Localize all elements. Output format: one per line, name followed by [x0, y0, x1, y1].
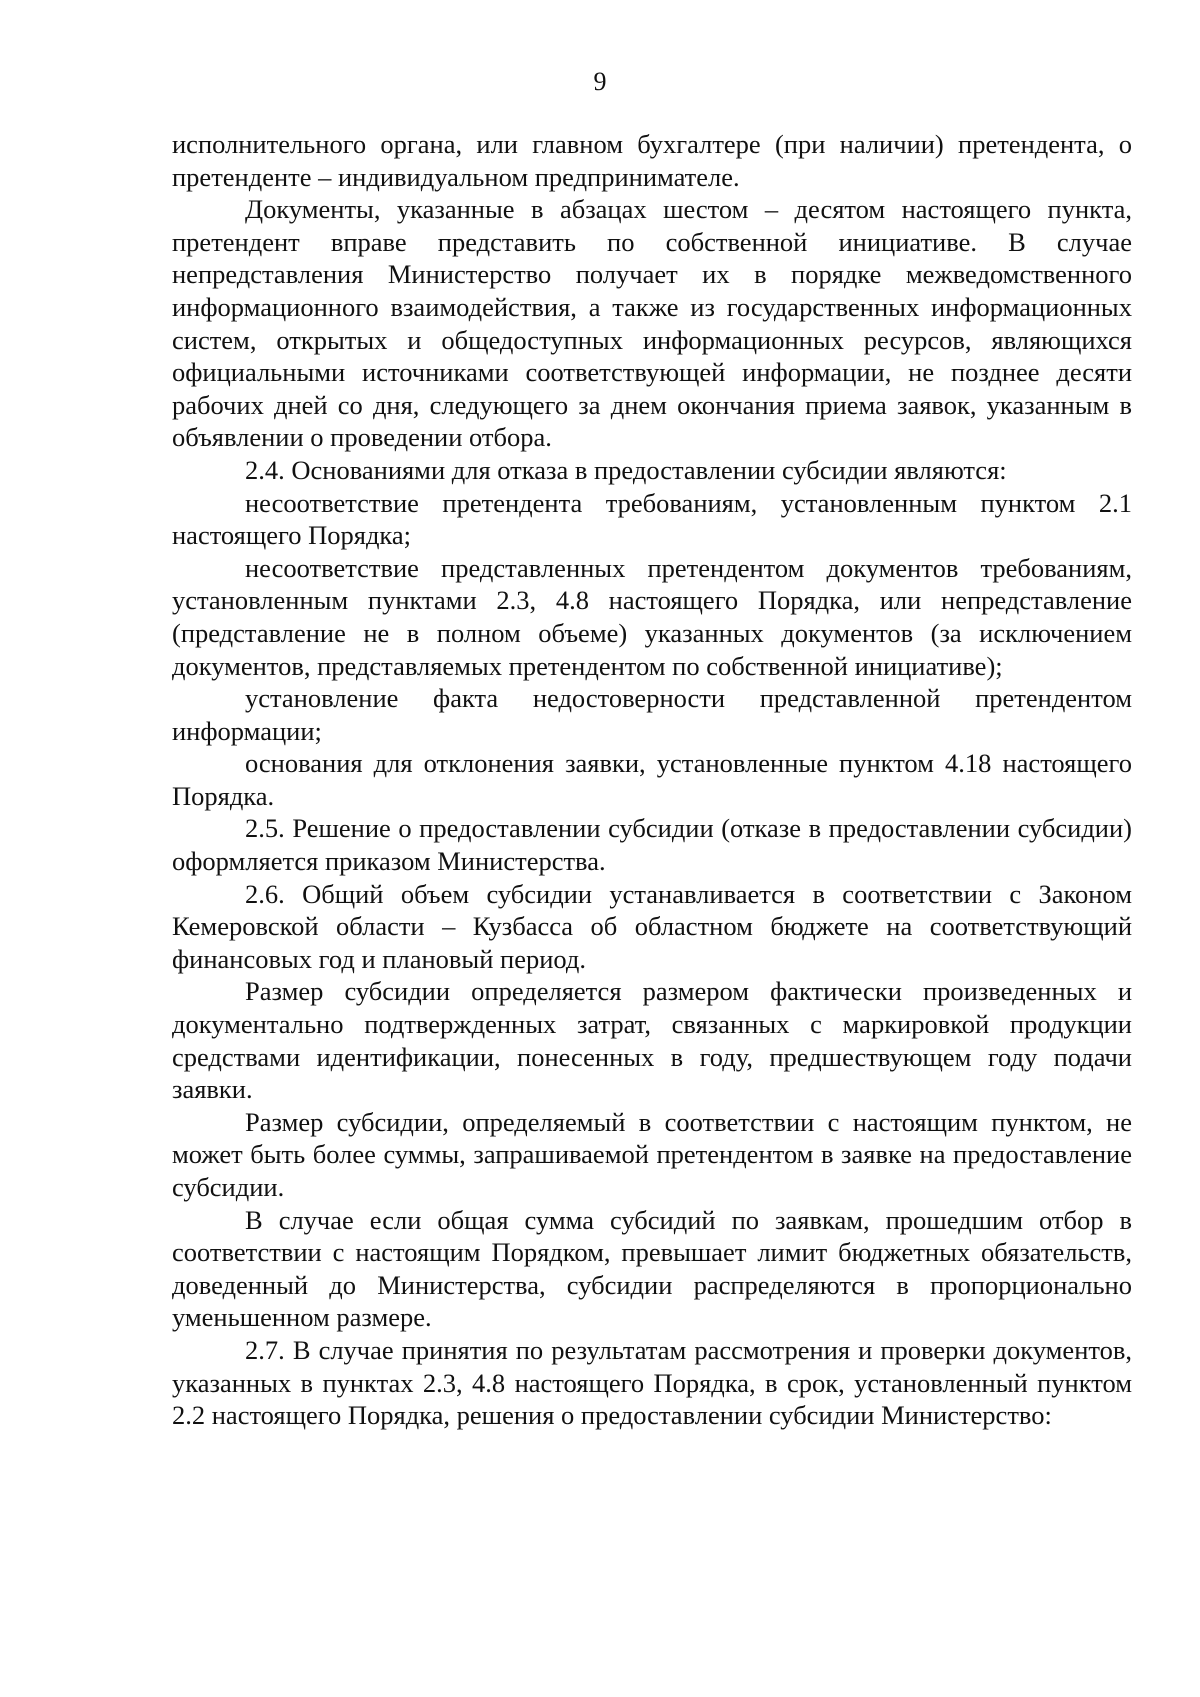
- paragraph: исполнительного органа, или главном бухгалтере (при наличии) претендента, о претенденте – индивидуальном предпринимателе.: [172, 129, 1132, 192]
- paragraph: несоответствие представленных претендентом документов требованиям, установленным пунктами 2.3, 4.8 настоящего Порядка, или непредставление (представление не в полном объеме) указанных документов (за исключением документов, представляемых претендентом по собственной инициативе);: [172, 552, 1132, 681]
- paragraph: 2.5. Решение о предоставлении субсидии (отказе в предоставлении субсидии) оформляется приказом Министерства.: [172, 813, 1132, 877]
- paragraph: установление факта недостоверности представленной претендентом информации;: [172, 683, 1132, 746]
- paragraph: 2.6. Общий объем субсидии устанавливается в соответствии с Законом Кемеровской области – Кузбасса об областном бюджете на соответствующий финансовых год и плановый период.: [172, 878, 1132, 974]
- paragraph: Документы, указанные в абзацах шестом – десятом настоящего пункта, претендент вправе представить по собственной инициативе. В случае непредставления Министерство получает их в порядке межведомственного информационного взаимодействия, а также из государственных информационных систем, открытых и общедоступных информационных ресурсов, являющихся официальными источниками соответствующей информации, не позднее десяти рабочих дней со дня, следующего за днем окончания приема заявок, указанным в объявлении о проведении отбора.: [172, 194, 1132, 453]
- paragraph: Размер субсидии, определяемый в соответствии с настоящим пунктом, не может быть более суммы, запрашиваемой претендентом в заявке на предоставление субсидии.: [172, 1106, 1132, 1202]
- paragraph: несоответствие претендента требованиям, установленным пунктом 2.1 настоящего Порядка;: [172, 487, 1132, 551]
- document-body: [172, 128, 1132, 1432]
- paragraph: Размер субсидии определяется размером фактически произведенных и документально подтвержденных затрат, связанных с маркировкой продукции средствами идентификации, понесенных в году, предшествующем году подачи заявки.: [172, 976, 1132, 1105]
- paragraph: В случае если общая сумма субсидий по заявкам, прошедшим отбор в соответствии с настоящим Порядком, превышает лимит бюджетных обязательств, доведенный до Министерства, субсидии распределяются в пропорционально уменьшенном размере.: [172, 1204, 1132, 1333]
- paragraph: основания для отклонения заявки, установленные пунктом 4.18 настоящего Порядка.: [172, 748, 1132, 811]
- paragraph: 2.4. Основаниями для отказа в предоставлении субсидии являются:: [245, 454, 1007, 485]
- paragraph: 2.7. В случае принятия по результатам рассмотрения и проверки документов, указанных в пунктах 2.3, 4.8 настоящего Порядка, в срок, установленный пунктом 2.2 настоящего Порядка, решения о предоставлении субсидии Министерство:: [172, 1334, 1132, 1431]
- page-number: 9: [593, 67, 607, 96]
